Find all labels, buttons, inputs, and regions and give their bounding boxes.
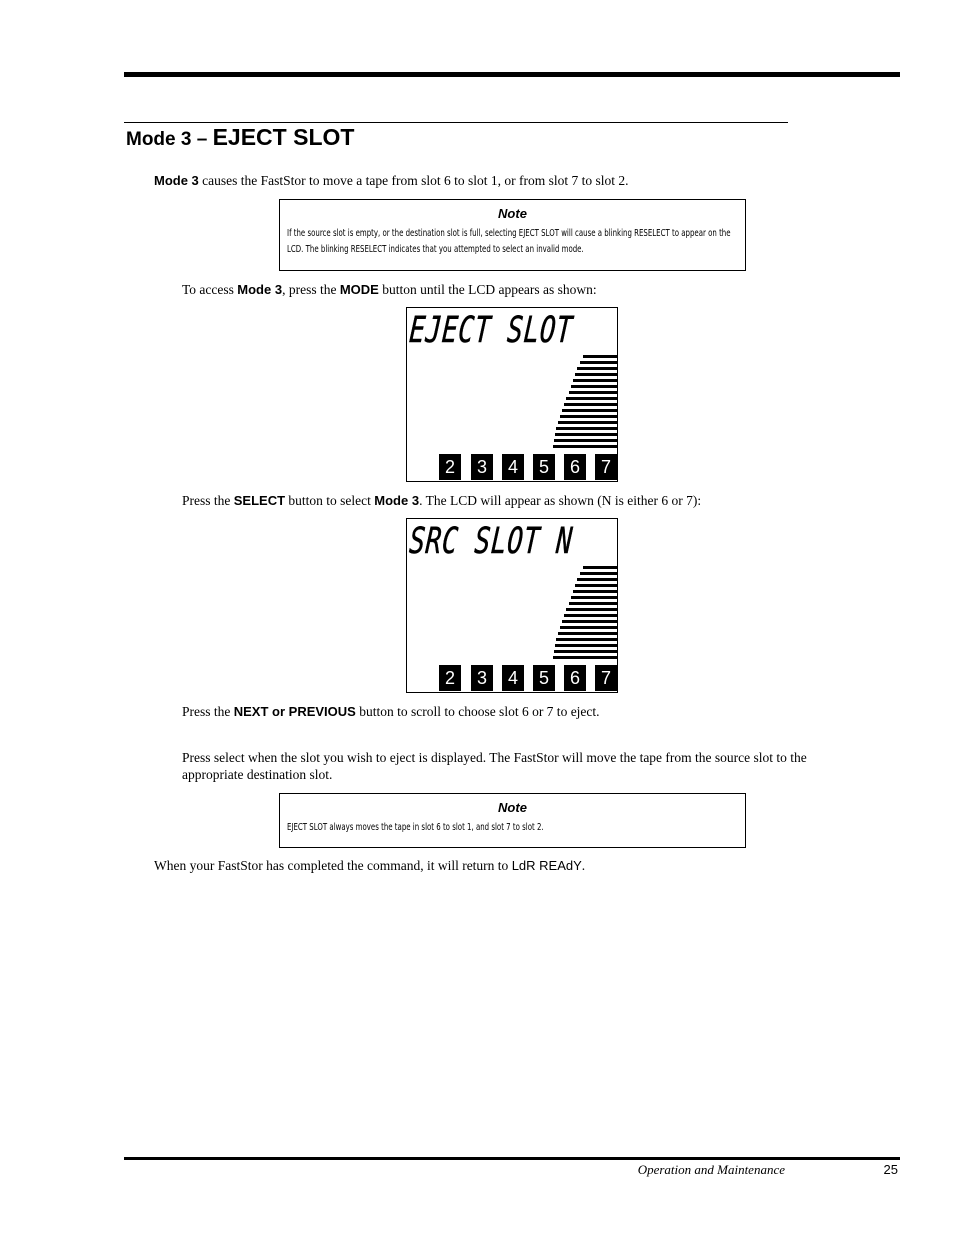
lcd-bar — [553, 445, 617, 448]
text-run: When your FastStor has completed the command, it will return to — [154, 858, 512, 873]
intro-text: causes the FastStor to move a tape from slot 6 to slot 1, or from slot 7 to slot 2. — [198, 173, 629, 188]
note-box-2 — [279, 793, 746, 848]
text-line: Press select when the slot you wish to eject is displayed. The FastStor will move the tape from the source slot to the — [182, 750, 807, 765]
page-title-prefix: Mode 3 – — [126, 129, 213, 150]
text-run: . — [581, 858, 586, 873]
lcd-bar — [577, 578, 617, 581]
bold-run: Mode 3 — [374, 493, 420, 508]
note-body-2: EJECT SLOT always moves the tape in slot 6 to slot 1, and slot 7 to slot 2. — [287, 822, 544, 833]
lcd-bar — [564, 403, 617, 406]
note-body-1 — [287, 226, 731, 258]
lcd-bar — [555, 433, 617, 436]
lcd-bar — [571, 385, 617, 388]
text-run: button to select — [285, 493, 375, 508]
lcd-bar — [580, 361, 617, 364]
bottom-rule — [124, 1157, 900, 1160]
intro-paragraph — [154, 172, 629, 189]
lcd-slot-indicator: 7 — [595, 454, 617, 480]
lcd-bar — [555, 644, 617, 647]
bold-run: MODE — [339, 282, 379, 297]
lcd-bar — [553, 656, 617, 659]
lcd-slot-indicator: 4 — [502, 665, 524, 691]
intro-bold: Mode 3 — [154, 173, 199, 188]
lcd-bar — [566, 608, 617, 611]
step-access-mode — [182, 281, 597, 298]
lcd-slot-indicator: 6 — [564, 665, 586, 691]
lcd-bar — [560, 415, 617, 418]
lcd-slot-indicator: 5 — [533, 665, 555, 691]
closing-paragraph — [154, 857, 585, 874]
step-next-previous — [182, 703, 600, 720]
lcd-bar — [571, 596, 617, 599]
lcd-bar — [558, 421, 617, 424]
text-run: To access — [182, 282, 238, 297]
text-run: . The LCD will appear as shown (N is either 6 or 7): — [419, 493, 702, 508]
footer-page-number: 25 — [883, 1162, 898, 1177]
lcd-display-src-slot — [406, 518, 618, 693]
lcd-slot-indicator: 3 — [471, 454, 493, 480]
page-title — [126, 124, 354, 151]
step-select-mode — [182, 492, 701, 509]
lcd-bar — [560, 626, 617, 629]
note-line: If the source slot is empty, or the destination slot is full, selecting EJECT SLOT will cause a blinking RESELECT to appear on the — [287, 228, 731, 239]
bold-run: NEXT or PREVIOUS — [233, 704, 356, 719]
text-run: , press the — [282, 282, 340, 297]
lcd-bar — [556, 427, 617, 430]
note-line: LCD. The blinking RESELECT indicates that you attempted to select an invalid mode. — [287, 244, 584, 255]
lcd-bar — [573, 590, 617, 593]
lcd-text: EJECT SLOT — [407, 310, 575, 351]
lcd-slot-indicator: 2 — [439, 454, 461, 480]
text-line: appropriate destination slot. — [182, 767, 333, 782]
lcd-bar — [556, 638, 617, 641]
lcd-bar — [575, 373, 617, 376]
lcd-slot-indicator: 2 — [439, 665, 461, 691]
lcd-bar — [583, 355, 617, 358]
lcd-bar — [554, 439, 617, 442]
lcd-bar — [554, 650, 617, 653]
text-run: Press the — [182, 493, 234, 508]
lcd-bar — [566, 397, 617, 400]
page-title-main: EJECT SLOT — [212, 124, 355, 150]
lcd-slot-indicator: 3 — [471, 665, 493, 691]
top-rule — [124, 72, 900, 77]
lcd-slot-indicator: 5 — [533, 454, 555, 480]
text-run: button to scroll to choose slot 6 or 7 to eject. — [355, 704, 600, 719]
lcd-slot-indicator: 4 — [502, 454, 524, 480]
lcd-slot-indicator: 7 — [595, 665, 617, 691]
lcd-bar — [577, 367, 617, 370]
lcd-slot-indicator: 6 — [564, 454, 586, 480]
lcd-display-eject-slot — [406, 307, 618, 482]
footer-section-name: Operation and Maintenance — [637, 1162, 785, 1177]
title-rule — [124, 122, 788, 123]
lcd-bar — [569, 391, 617, 394]
lcd-status-text: LdR REAdY — [511, 858, 582, 873]
bold-run: Mode 3 — [237, 282, 283, 297]
lcd-bar — [575, 584, 617, 587]
lcd-bar — [583, 566, 617, 569]
bold-run: SELECT — [233, 493, 286, 508]
note-box-1 — [279, 199, 746, 271]
lcd-bar — [580, 572, 617, 575]
text-run: button until the LCD appears as shown: — [378, 282, 597, 297]
lcd-bar — [562, 409, 617, 412]
lcd-bar — [562, 620, 617, 623]
lcd-bar — [569, 602, 617, 605]
note-title: Note — [498, 206, 527, 221]
lcd-bar — [573, 379, 617, 382]
lcd-bar — [564, 614, 617, 617]
lcd-text: SRC SLOT N — [407, 521, 575, 562]
text-run: Press the — [182, 704, 234, 719]
lcd-bar — [558, 632, 617, 635]
note-title: Note — [498, 800, 527, 815]
step-press-select — [182, 749, 862, 783]
